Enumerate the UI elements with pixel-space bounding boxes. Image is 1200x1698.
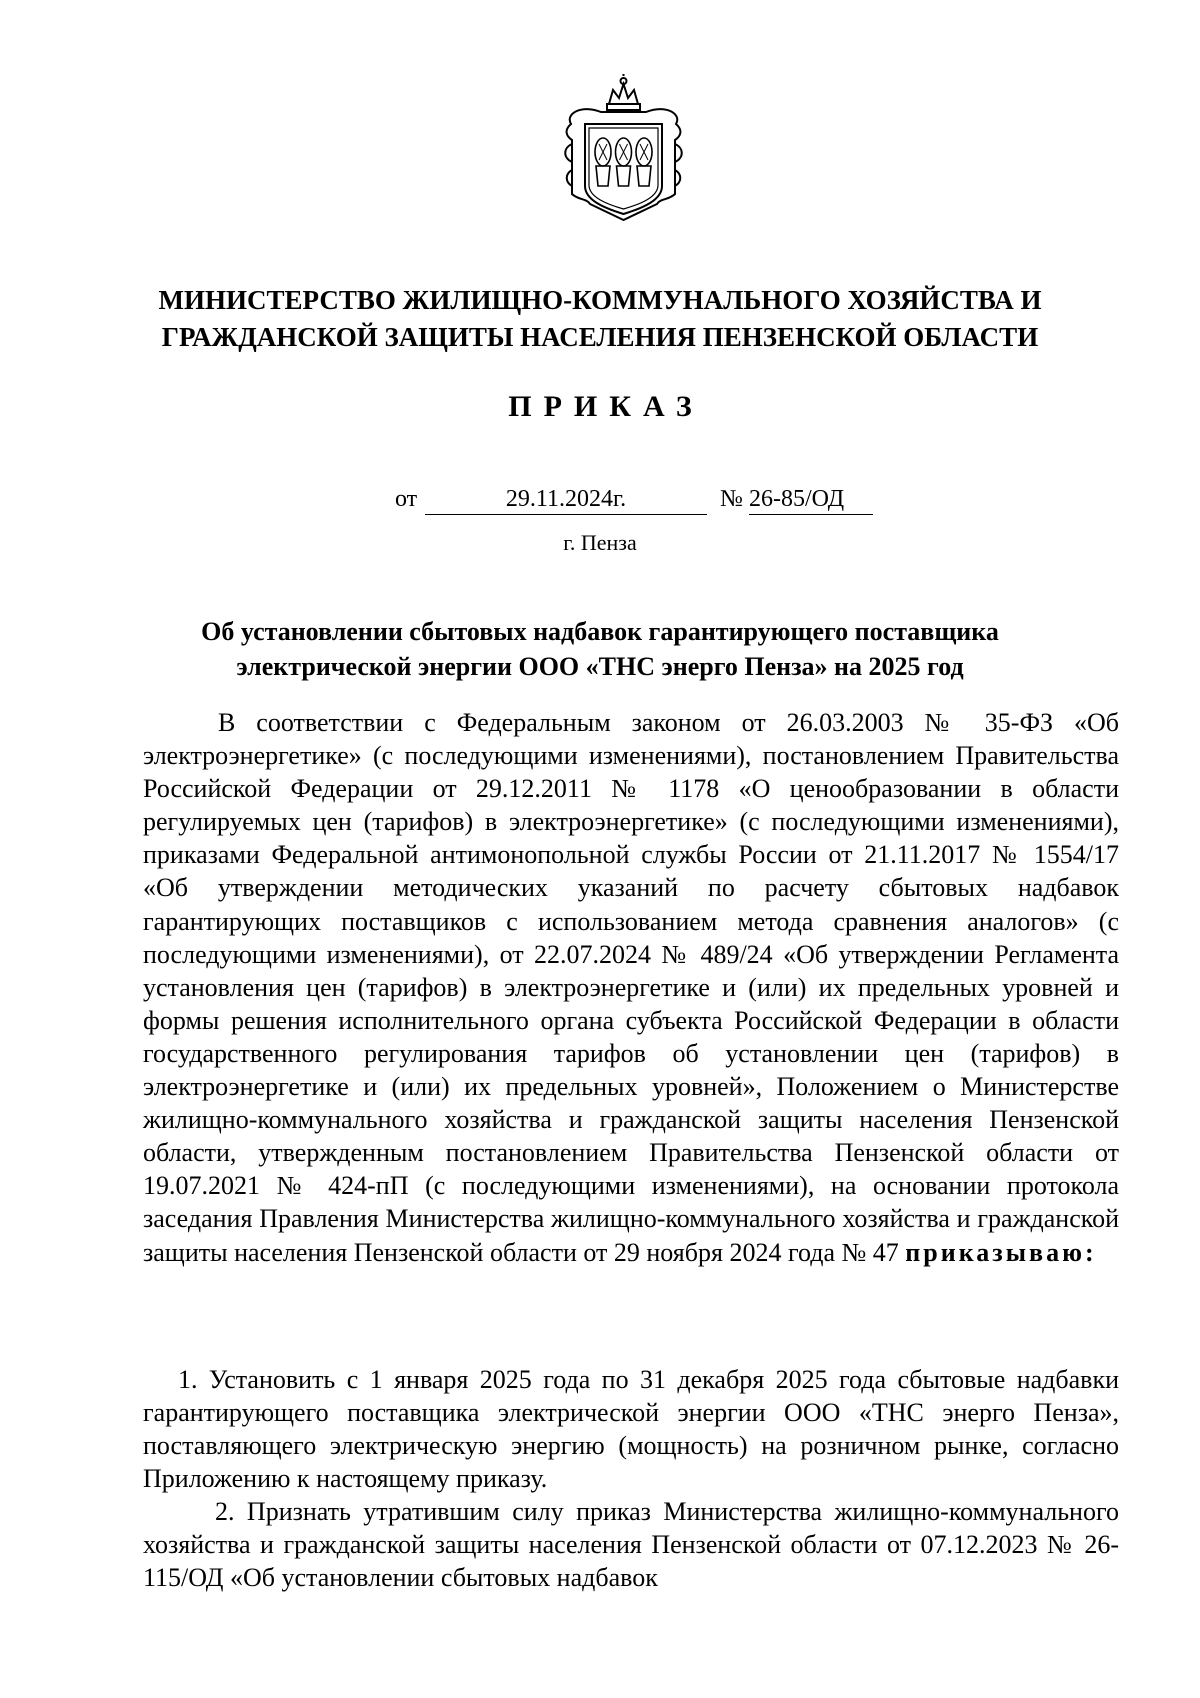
order-subject-line1: Об установлении сбытовых надбавок гарантирующего поставщика	[201, 617, 999, 646]
ministry-name	[0, 282, 1200, 356]
date-label: от	[395, 486, 418, 512]
order-date: 29.11.2024г.	[425, 486, 707, 515]
order-verb: приказываю:	[905, 1237, 1097, 1267]
preamble-text: В соответствии с Федеральным законом от 26.03.2003 № 35-ФЗ «Об электроэнергетике» (с последующими изменениями), постановлением Правительства Российской Федерации от 29.12.2011 № 1178 «О ценообразовании в области регулируемых цен (тарифов) в электроэнергетике» (с последующими изменениями), приказами Федеральной антимонопольной службы России от 21.11.2017 № 1554/17 «Об утверждении методических указаний по расчету сбытовых надбавок гарантирующих поставщиков с использованием метода сравнения аналогов» (с последующими изменениями), от 22.07.2024 № 489/24 «Об утверждении Регламента установления цен (тарифов) в электроэнергетике и (или) их предельных уровней и формы решения исполнительного органа субъекта Российской Федерации в области государственного регулирования тарифов об установлении цен (тарифов) в электроэнергетике и (или) их предельных уровней», Положением о Министерстве жилищно-коммунального хозяйства и гражданской защиты населения Пензенской области, утвержденным постановлением Правительства Пензенской области от 19.07.2021 № 424-пП (с последующими изменениями), на основании протокола заседания Правления Министерства жилищно-коммунального хозяйства и гражданской защиты населения Пензенской области от 29 ноября 2024 года № 47	[143, 708, 1119, 1267]
order-subject	[0, 614, 1200, 684]
order-subject-line2: электрической энергии ООО «ТНС энерго Пенза» на 2025 год	[236, 652, 964, 681]
order-number: 26-85/ОД	[749, 486, 873, 515]
coat-of-arms-emblem	[561, 74, 686, 221]
order-item-1: 1. Установить с 1 января 2025 года по 31 декабря 2025 года сбытовые надбавки гарантирующего поставщика электрической энергии ООО «ТНС энерго Пенза», поставляющего электрическую энергию (мощность) на розничном рынке, согласно Приложению к настоящему приказу.	[143, 1365, 1119, 1494]
number-label: №	[720, 486, 743, 512]
preamble-paragraph	[143, 706, 1119, 1269]
order-item-2: 2. Признать утратившим силу приказ Министерства жилищно-коммунального хозяйства и гражданской защиты населения Пензенской области от 07.12.2023 № 26-115/ОД «Об установлении сбытовых надбавок	[143, 1497, 1119, 1593]
ministry-name-line1: МИНИСТЕРСТВО ЖИЛИЩНО-КОММУНАЛЬНОГО ХОЗЯЙСТВА И	[158, 285, 1042, 315]
ministry-name-line2: ГРАЖДАНСКОЙ ЗАЩИТЫ НАСЕЛЕНИЯ ПЕНЗЕНСКОЙ ОБЛАСТИ	[161, 322, 1039, 352]
order-title: ПРИКАЗ	[508, 390, 704, 423]
city: г. Пенза	[563, 530, 637, 555]
